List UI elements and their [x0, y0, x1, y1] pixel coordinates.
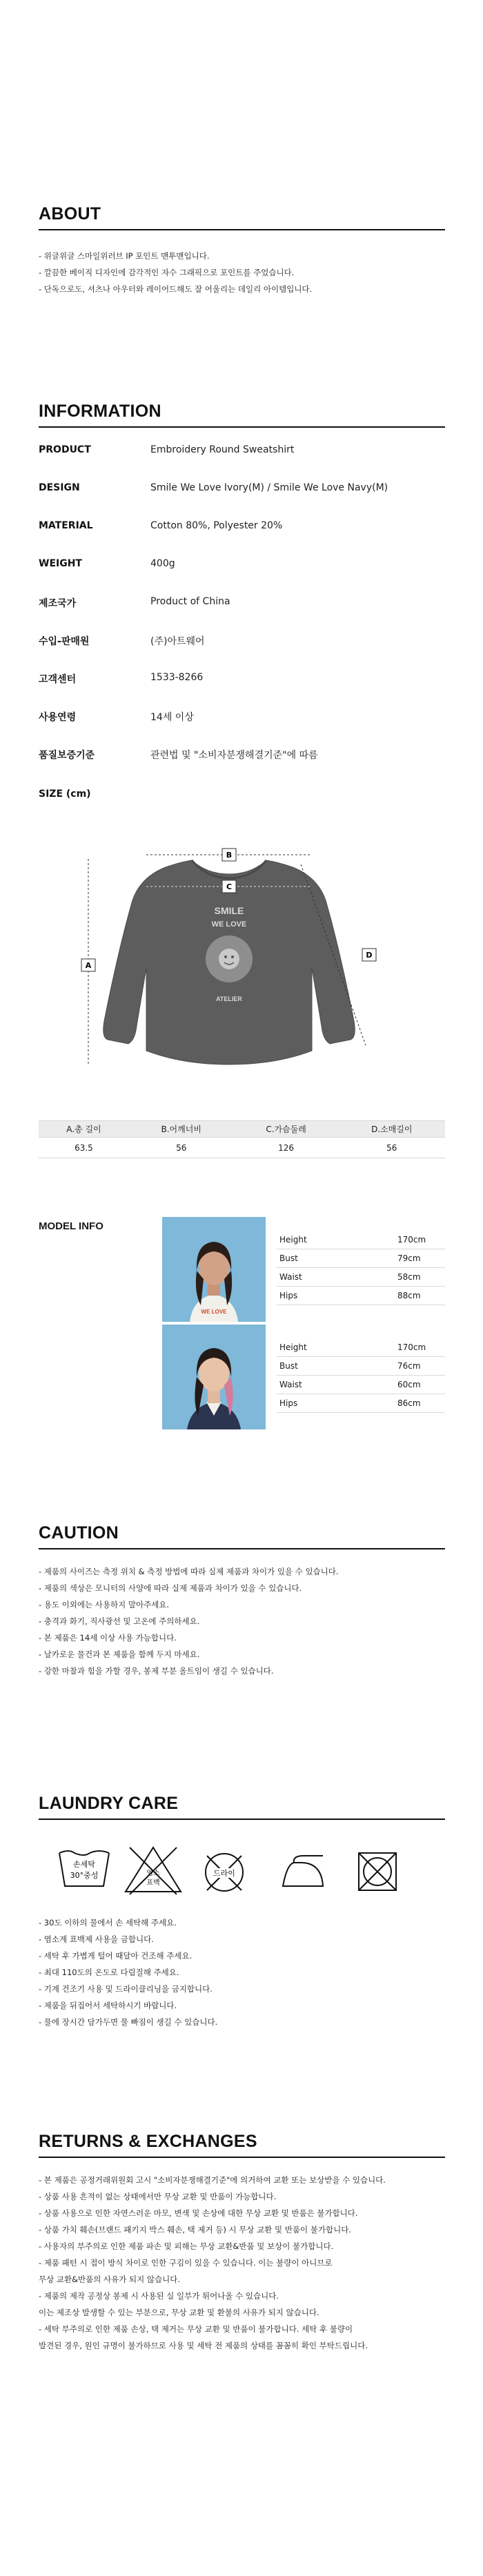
- info-value: 400g: [150, 558, 175, 569]
- hand-wash-icon: [59, 1851, 109, 1886]
- list-item: - 제품의 사이즈는 측정 위치 & 측정 방법에 따라 실제 제품과 차이가 있을 수 있습니다.: [39, 1567, 339, 1576]
- info-label: PRODUCT: [39, 444, 91, 455]
- list-item: - 사용자의 부주의로 인한 제품 파손 및 피해는 무상 교환&반품 및 보상이 불가합니다.: [39, 2241, 334, 2251]
- about-title: ABOUT: [39, 204, 101, 224]
- list-item: - 세탁 부주의로 인한 제품 손상, 택 제거는 무상 교환 및 반품이 불가합니다. 세탁 후 불량이: [39, 2324, 353, 2334]
- caution-list: [39, 1563, 453, 1679]
- caution-title: CAUTION: [39, 1523, 119, 1543]
- size-value-d: 56: [339, 1138, 445, 1158]
- info-label: DESIGN: [39, 482, 80, 493]
- svg-text:손세탁: 손세탁: [73, 1860, 95, 1869]
- table-row: [39, 710, 445, 724]
- list-item: - 제품의 색상은 모니터의 사양에 따라 실제 제품과 차이가 있을 수 있습니다.: [39, 1583, 302, 1593]
- list-item: - 깔끔한 베이직 디자인에 감각적인 자수 그래픽으로 포인트를 주었습니다.: [39, 268, 295, 277]
- info-value: Smile We Love Ivory(M) / Smile We Love Navy(M): [150, 482, 388, 493]
- model-2-measurements: [277, 1338, 445, 1413]
- table-row: Waist 58cm: [277, 1268, 445, 1287]
- svg-text:C: C: [226, 882, 233, 891]
- table-row: Height 170cm: [277, 1338, 445, 1357]
- no-tumble-dry-icon: [359, 1853, 396, 1890]
- list-item: - 기계 건조기 사용 및 드라이클리닝을 금지합니다.: [39, 1984, 213, 1994]
- returns-list: [39, 2172, 453, 2354]
- info-value: Embroidery Round Sweatshirt: [150, 444, 295, 455]
- info-label: 품질보증기준: [39, 750, 95, 761]
- list-item: - 제품을 뒤집어서 세탁하시기 바랍니다.: [39, 2001, 177, 2010]
- garment-text-bottom: ATELIER: [216, 995, 242, 1002]
- list-item: - 물에 장시간 담가두면 물 빠짐이 생길 수 있습니다.: [39, 2017, 218, 2027]
- table-row: Waist 60cm: [277, 1376, 445, 1394]
- table-row: [39, 634, 445, 648]
- table-row: [39, 444, 445, 458]
- list-item: - 본 제품은 14세 이상 사용 가능합니다.: [39, 1633, 177, 1643]
- info-value: Product of China: [150, 596, 230, 607]
- list-item: - 최대 110도의 온도로 다림질해 주세요.: [39, 1968, 179, 1977]
- model-info-title: MODEL INFO: [39, 1220, 103, 1232]
- info-label: 고객센터: [39, 674, 77, 685]
- list-item: - 제품 패턴 시 접이 방식 차이로 인한 구김이 있을 수 있습니다. 이는 불량이 아니므로: [39, 2258, 333, 2268]
- table-row: [39, 748, 445, 762]
- list-item: - 위글위글 스마일위러브 IP 포인트 맨투맨입니다.: [39, 251, 210, 261]
- info-label: 사용연령: [39, 712, 77, 723]
- garment-text-top: SMILE: [214, 905, 244, 916]
- svg-text:WE LOVE: WE LOVE: [201, 1309, 227, 1315]
- table-row: [39, 482, 445, 496]
- table-row: [39, 520, 445, 534]
- list-item: - 본 제품은 공정거래위원회 고시 "소비자분쟁해결기준"에 의거하여 교환 또는 보상받을 수 있습니다.: [39, 2175, 386, 2185]
- size-heading: SIZE (cm): [39, 789, 91, 800]
- list-item: - 단독으로도, 셔츠나 아우터와 레이어드해도 잘 어울리는 데일리 아이템입니다.: [39, 284, 313, 294]
- laundry-list: [39, 1914, 453, 2030]
- caution-divider: [39, 1548, 445, 1549]
- svg-text:B: B: [226, 851, 233, 860]
- info-label: MATERIAL: [39, 520, 93, 531]
- info-value: 1533-8266: [150, 672, 204, 683]
- svg-text:D: D: [366, 951, 373, 960]
- dry-clean-icon: [206, 1854, 243, 1891]
- model-photo-1: [162, 1217, 266, 1322]
- laundry-icons-row: [55, 1843, 414, 1899]
- information-divider: [39, 426, 445, 428]
- size-value-b: 56: [129, 1138, 234, 1158]
- list-item: - 충격과 화기, 직사광선 및 고온에 주의하세요.: [39, 1616, 200, 1626]
- info-value: Cotton 80%, Polyester 20%: [150, 520, 283, 531]
- returns-title: RETURNS & EXCHANGES: [39, 2132, 257, 2151]
- list-item: - 상품 가치 훼손(브랜드 패키지 박스 훼손, 택 제거 등) 시 무상 교환 및 반품이 불가합니다.: [39, 2225, 351, 2235]
- svg-text:드라이: 드라이: [213, 1869, 235, 1878]
- table-row: Bust 76cm: [277, 1357, 445, 1376]
- size-header-a: A.총 길이: [39, 1121, 129, 1138]
- laundry-divider: [39, 1819, 445, 1820]
- svg-text:A: A: [85, 961, 92, 970]
- list-item: - 30도 이하의 물에서 손 세탁해 주세요.: [39, 1918, 177, 1928]
- information-title: INFORMATION: [39, 402, 161, 421]
- about-list: [39, 248, 453, 297]
- iron-icon: [283, 1856, 323, 1886]
- table-row: [39, 672, 445, 686]
- size-diagram: [69, 845, 414, 1090]
- svg-text:30°중성: 30°중성: [70, 1871, 99, 1880]
- size-header-c: C.가슴둘레: [234, 1121, 339, 1138]
- size-table: [39, 1120, 445, 1158]
- size-value-a: 63.5: [39, 1138, 129, 1158]
- size-header-b: B.어깨너비: [129, 1121, 234, 1138]
- list-item: - 제품의 제작 공정상 봉제 시 사용된 실 일부가 튀어나올 수 있습니다.: [39, 2291, 279, 2301]
- garment-text-mid: WE LOVE: [211, 920, 247, 929]
- list-item: - 세탁 후 가볍게 털어 때달아 건조해 주세요.: [39, 1951, 193, 1961]
- about-divider: [39, 229, 445, 230]
- size-header-d: D.소매길이: [339, 1121, 445, 1138]
- size-value-c: 126: [234, 1138, 339, 1158]
- svg-text:표백: 표백: [146, 1879, 160, 1887]
- laundry-title: LAUNDRY CARE: [39, 1794, 179, 1813]
- flower-graphic: [206, 935, 253, 982]
- info-label: 수입-판매원: [39, 636, 90, 647]
- list-item: 무상 교환&반품의 사유가 되지 않습니다.: [39, 2275, 180, 2284]
- info-value: 관련법 및 "소비자분쟁해결기준"에 따름: [150, 750, 318, 761]
- list-item: - 용도 이외에는 사용하지 말아주세요.: [39, 1600, 170, 1609]
- list-item: - 상품 사용으로 인한 자연스러운 마모, 변색 및 손상에 대한 무상 교환 및 반품은 불가합니다.: [39, 2208, 358, 2218]
- model-photo-2: [162, 1325, 266, 1429]
- info-label: 제조국가: [39, 598, 77, 609]
- info-value: (주)아트웨어: [150, 636, 205, 647]
- table-row: Hips 88cm: [277, 1287, 445, 1305]
- table-row: [39, 558, 445, 572]
- list-item: 발견된 경우, 원인 규명이 불가하므로 사용 및 세탁 전 제품의 상태를 꼼꼼히 확인 부탁드립니다.: [39, 2341, 368, 2350]
- table-row: Height 170cm: [277, 1231, 445, 1249]
- list-item: - 상품 사용 흔적이 없는 상태에서만 무상 교환 및 반품이 가능합니다.: [39, 2192, 277, 2201]
- list-item: - 강한 마찰과 힘을 가할 경우, 봉제 부분 올트임이 생길 수 있습니다.: [39, 1666, 274, 1676]
- table-row: [39, 596, 445, 610]
- list-item: 이는 제조상 발생할 수 있는 부분으로, 무상 교환 및 환불의 사유가 되지 않습니다.: [39, 2308, 319, 2317]
- table-row: Hips 86cm: [277, 1394, 445, 1413]
- model-1-measurements: [277, 1231, 445, 1305]
- info-label: WEIGHT: [39, 558, 82, 569]
- list-item: - 날카로운 물건과 본 제품을 함께 두지 마세요.: [39, 1649, 200, 1659]
- no-bleach-icon: [126, 1847, 181, 1894]
- list-item: - 염소계 표백제 사용을 금합니다.: [39, 1934, 154, 1944]
- info-value: 14세 이상: [150, 712, 194, 723]
- svg-text:염소: 염소: [146, 1870, 160, 1877]
- returns-divider: [39, 2157, 445, 2158]
- table-row: Bust 79cm: [277, 1249, 445, 1268]
